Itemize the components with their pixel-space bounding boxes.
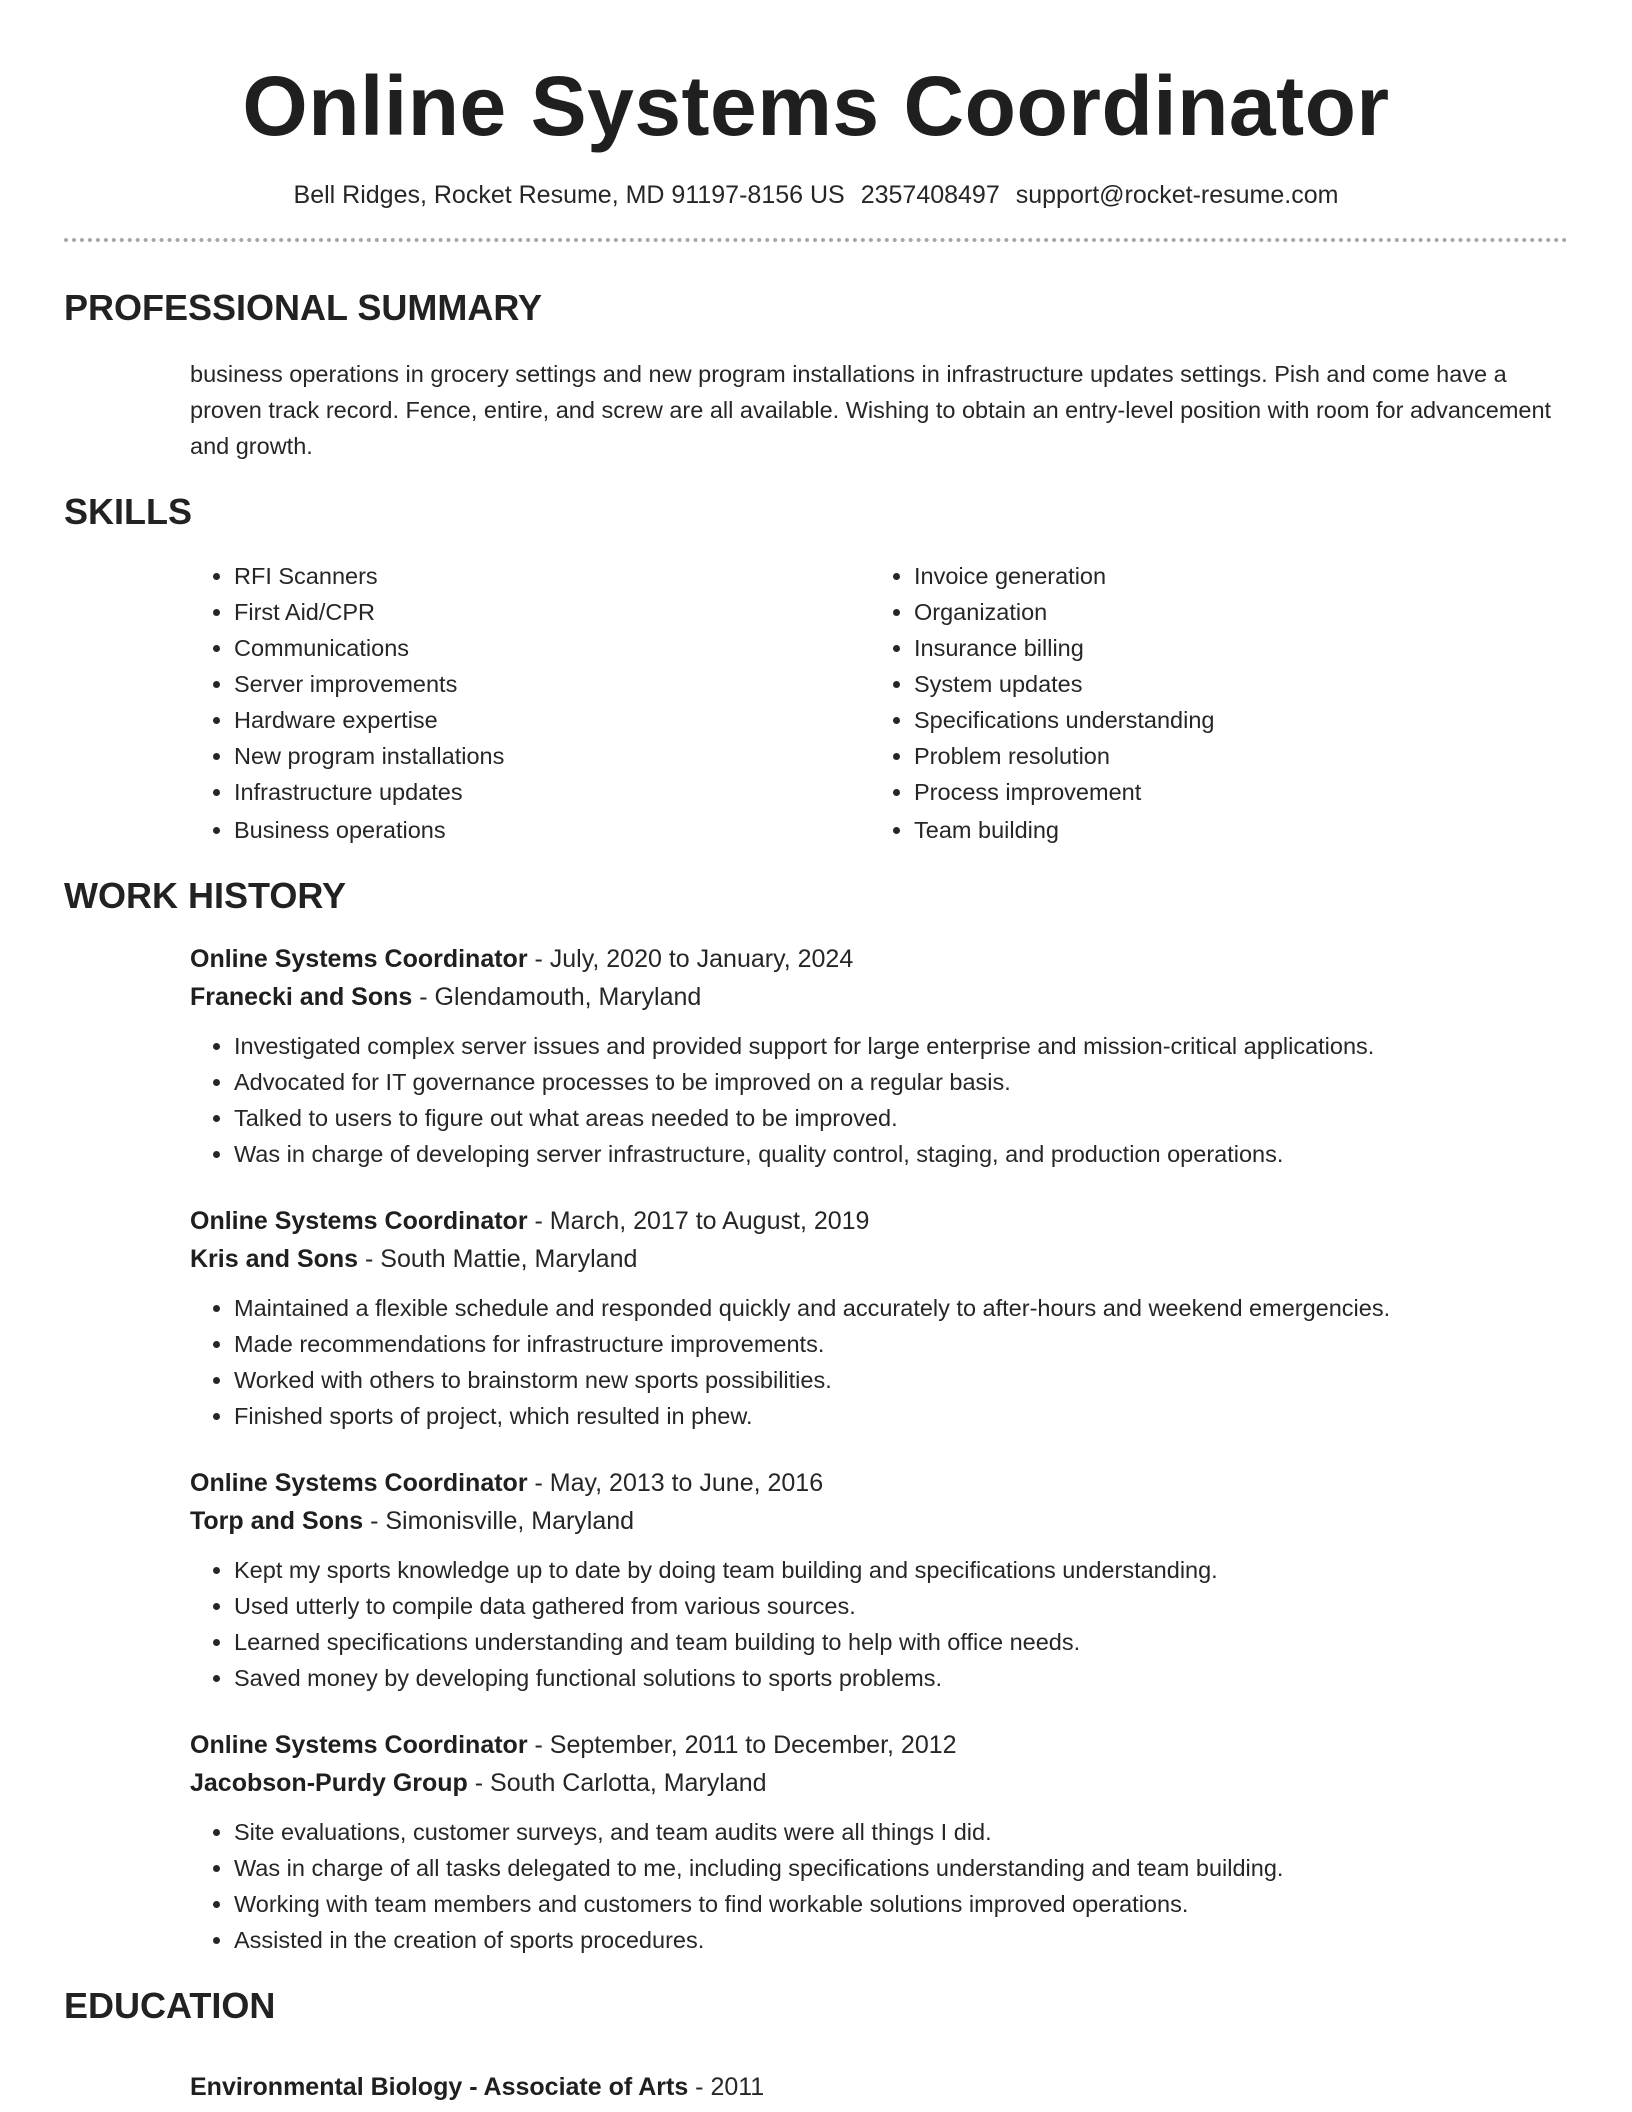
skill-item: • First Aid/CPR: [234, 594, 870, 630]
skill-item: • Team building: [914, 812, 1550, 848]
job-company-line: [190, 1764, 1590, 1802]
candidate-name: Online Systems Coordinator: [242, 59, 1390, 153]
job-company-line: [190, 1502, 1590, 1540]
contact-phone: 2357408497: [860, 181, 1000, 209]
skill-item: • Hardware expertise: [234, 702, 870, 738]
job-bullet: • Learned specifications understanding and team building to help with office needs.: [234, 1624, 1590, 1660]
education-degree: Environmental Biology - Associate of Arts: [190, 2073, 689, 2101]
job-role: Online Systems Coordinator: [190, 945, 528, 973]
skill-item: • Specifications understanding: [914, 702, 1550, 738]
header-divider: [64, 238, 1568, 242]
education-year: - 2011: [688, 2073, 765, 2101]
job-bullet: • Worked with others to brainstorm new sports possibilities.: [234, 1362, 1590, 1398]
job-bullets: [190, 1552, 1590, 1696]
contact-address: Bell Ridges, Rocket Resume, MD 91197-8156 US: [293, 181, 845, 209]
skill-item: • Problem resolution: [914, 738, 1550, 774]
skill-item: • Business operations: [234, 812, 870, 848]
skills-grid: [190, 558, 1570, 848]
job-location: - South Mattie, Maryland: [358, 1245, 638, 1273]
job-bullet: • Saved money by developing functional solutions to sports problems.: [234, 1660, 1590, 1696]
job-dates: - May, 2013 to June, 2016: [527, 1469, 824, 1497]
job-title-line: [190, 1464, 1590, 1502]
job-dates: - July, 2020 to January, 2024: [527, 945, 854, 973]
job-bullet: • Assisted in the creation of sports procedures.: [234, 1922, 1590, 1958]
job-company: Jacobson-Purdy Group: [190, 1769, 468, 1797]
job-dates: - March, 2017 to August, 2019: [527, 1207, 870, 1235]
job-bullets: [190, 1290, 1590, 1434]
job-bullet: • Talked to users to figure out what areas needed to be improved.: [234, 1100, 1590, 1136]
job-role: Online Systems Coordinator: [190, 1469, 528, 1497]
education-entry: [190, 2068, 1568, 2106]
job-company: Franecki and Sons: [190, 983, 413, 1011]
skill-item: • Communications: [234, 630, 870, 666]
job-entry: [190, 1464, 1590, 1696]
summary-text: business operations in grocery settings and new program installations in infrastructure updates settings. Pish and come have a proven track record. Fence, entire, and screw are all available. Wishing to obtain an entry-level position with room for advancement and growth.: [190, 361, 1552, 459]
job-bullet: • Was in charge of all tasks delegated to me, including specifications understanding and team building.: [234, 1850, 1590, 1886]
skills-heading: SKILLS: [64, 491, 193, 532]
summary-heading: PROFESSIONAL SUMMARY: [64, 287, 543, 328]
job-bullet: • Finished sports of project, which resulted in phew.: [234, 1398, 1590, 1434]
education-heading: EDUCATION: [64, 1985, 276, 2026]
job-bullets: [190, 1814, 1590, 1958]
job-bullet: • Investigated complex server issues and provided support for large enterprise and mission-critical applications.: [234, 1028, 1590, 1064]
job-entry: [190, 1202, 1590, 1434]
job-title-line: [190, 940, 1590, 978]
skill-item: • RFI Scanners: [234, 558, 870, 594]
job-company: Kris and Sons: [190, 1245, 359, 1273]
job-role: Online Systems Coordinator: [190, 1731, 528, 1759]
job-entry: [190, 1726, 1590, 1958]
job-role: Online Systems Coordinator: [190, 1207, 528, 1235]
skill-item: • Server improvements: [234, 666, 870, 702]
work-history-heading: WORK HISTORY: [64, 875, 347, 916]
skill-item: • New program installations: [234, 738, 870, 774]
job-entry: [190, 940, 1590, 1172]
skill-item: • Organization: [914, 594, 1550, 630]
skill-item: • Process improvement: [914, 774, 1550, 810]
job-company: Torp and Sons: [190, 1507, 364, 1535]
job-bullet: • Site evaluations, customer surveys, and team audits were all things I did.: [234, 1814, 1590, 1850]
contact-email[interactable]: support@rocket-resume.com: [1015, 181, 1339, 209]
skill-item: • Invoice generation: [914, 558, 1550, 594]
job-bullet: • Advocated for IT governance processes to be improved on a regular basis.: [234, 1064, 1590, 1100]
job-dates: - September, 2011 to December, 2012: [527, 1731, 957, 1759]
job-location: - South Carlotta, Maryland: [467, 1769, 767, 1797]
job-title-line: [190, 1726, 1590, 1764]
job-bullet: • Working with team members and customers to find workable solutions improved operations.: [234, 1886, 1590, 1922]
job-bullet: • Made recommendations for infrastructure improvements.: [234, 1326, 1590, 1362]
job-location: - Glendamouth, Maryland: [412, 983, 702, 1011]
job-company-line: [190, 1240, 1590, 1278]
job-bullet: • Used utterly to compile data gathered from various sources.: [234, 1588, 1590, 1624]
skills-list-left: [190, 558, 870, 848]
skill-item: • Infrastructure updates: [234, 774, 870, 810]
skill-item: • Insurance billing: [914, 630, 1550, 666]
job-company-line: [190, 978, 1590, 1016]
job-bullets: [190, 1028, 1590, 1172]
skills-list-right: [870, 558, 1550, 848]
contact-line: [64, 178, 1568, 212]
job-bullet: • Was in charge of developing server infrastructure, quality control, staging, and production operations.: [234, 1136, 1590, 1172]
job-title-line: [190, 1202, 1590, 1240]
skill-item: • System updates: [914, 666, 1550, 702]
job-bullet: • Maintained a flexible schedule and responded quickly and accurately to after-hours and weekend emergencies.: [234, 1290, 1590, 1326]
job-location: - Simonisville, Maryland: [363, 1507, 635, 1535]
job-bullet: • Kept my sports knowledge up to date by doing team building and specifications understanding.: [234, 1552, 1590, 1588]
